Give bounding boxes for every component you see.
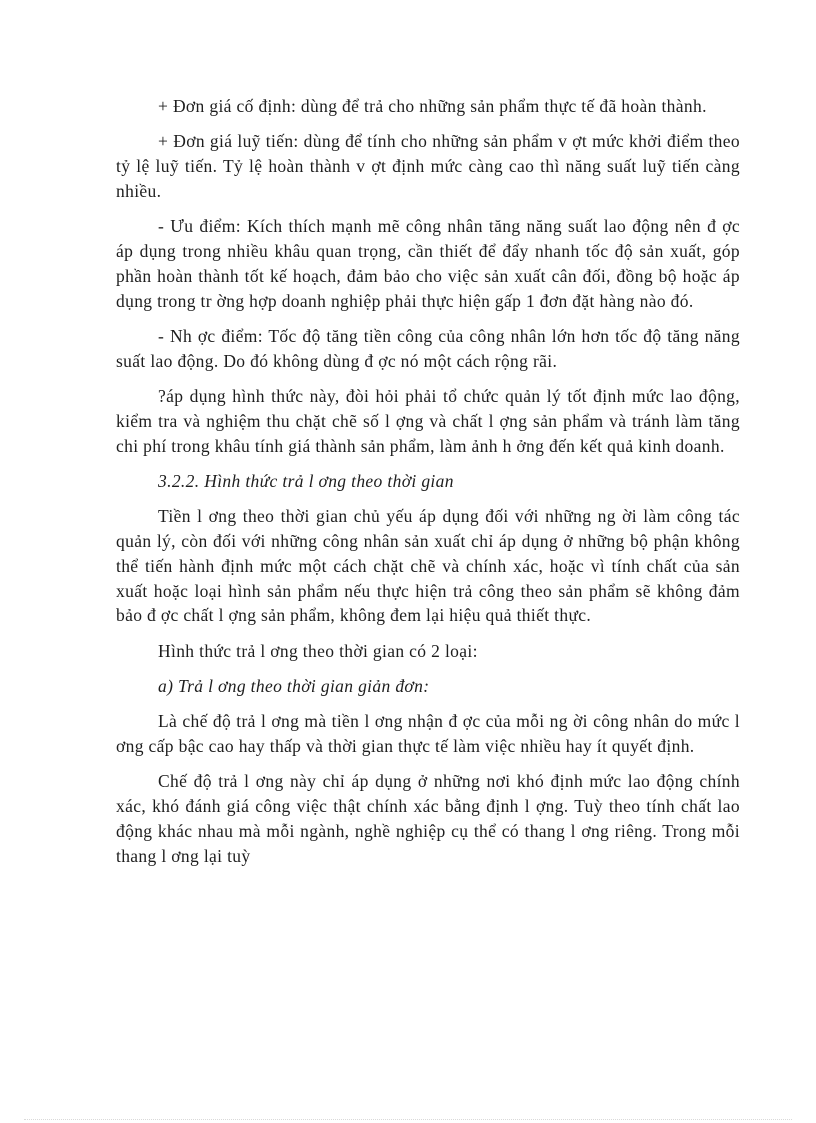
page-bottom-rule: [24, 1119, 792, 1120]
paragraph-simple-time-pay-application: Chế độ trả l ơng này chỉ áp dụng ở những nơi khó định mức lao động chính xác, khó đánh giá công việc thật chính xác bằng định l ợng. Tuỳ theo tính chất lao động khác nhau mà mỗi ngành, nghề nghiệp cụ thể có thang l ơng riêng. Trong mỗi thang l ơng lại tuỳ: [116, 771, 740, 866]
document-body: [116, 94, 740, 879]
paragraph-time-based-pay-intro: Tiền l ơng theo thời gian chủ yếu áp dụng đối với những ng ời làm công tác quản lý, còn đối với những công nhân sản xuất chỉ áp dụng ở những bộ phận không thể tiến hành định mức một cách chặt chẽ và chính xác, hoặc vì tính chất của sản xuất hoặc loại hình sản phẩm nếu thực hiện trả công theo sản phẩm sẽ không đảm bảo đ ợc chất l ợng sản phẩm, không đem lại hiệu quả thiết thực.: [116, 506, 740, 626]
subheading-simple-time-pay: a) Trả l ơng theo thời gian giản đơn:: [158, 675, 430, 696]
paragraph-simple-time-pay-definition: Là chế độ trả l ơng mà tiền l ơng nhận đ ợc của mỗi ng ời công nhân do mức l ơng cấp bậc cao hay thấp và thời gian thực tế làm việc nhiều hay ít quyết định.: [116, 711, 740, 757]
paragraph-disadvantages: - Nh ợc điểm: Tốc độ tăng tiền công của công nhân lớn hơn tốc độ tăng năng suất lao động. Do đó không dùng đ ợc nó một cách rộng rãi.: [116, 325, 740, 371]
paragraph-advantages: - Ưu điểm: Kích thích mạnh mẽ công nhân tăng năng suất lao động nên đ ợc áp dụng trong nhiều khâu quan trọng, cần thiết để đẩy nhanh tốc độ sản xuất, góp phần hoàn thành tốt kế hoạch, đảm bảo cho việc sản xuất cân đối, đồng bộ hoặc áp dụng trong tr ờng hợp doanh nghiệp phải thực hiện gấp 1 đơn đặt hàng nào đó.: [116, 216, 740, 311]
paragraph-fixed-unit-price: + Đơn giá cố định: dùng để trả cho những sản phẩm thực tế đã hoàn thành.: [158, 96, 707, 116]
section-heading-time-based-pay: 3.2.2. Hình thức trả l ơng theo thời gian: [158, 470, 454, 491]
paragraph-application-requirements: ?áp dụng hình thức này, đòi hỏi phải tổ chức quản lý tốt định mức lao động, kiểm tra và nghiệm thu chặt chẽ số l ợng và chất l ợng sản phẩm và tránh làm tăng chi phí trong khâu tính giá thành sản phẩm, làm ảnh h ởng đến kết quả kinh doanh.: [116, 385, 740, 456]
paragraph-progressive-unit-price: + Đơn giá luỹ tiến: dùng để tính cho những sản phẩm v ợt mức khởi điểm theo tỷ lệ luỹ tiến. Tỷ lệ hoàn thành v ợt định mức càng cao thì năng suất luỹ tiến càng nhiều.: [116, 131, 740, 201]
paragraph-two-types: Hình thức trả l ơng theo thời gian có 2 loại:: [158, 640, 478, 661]
